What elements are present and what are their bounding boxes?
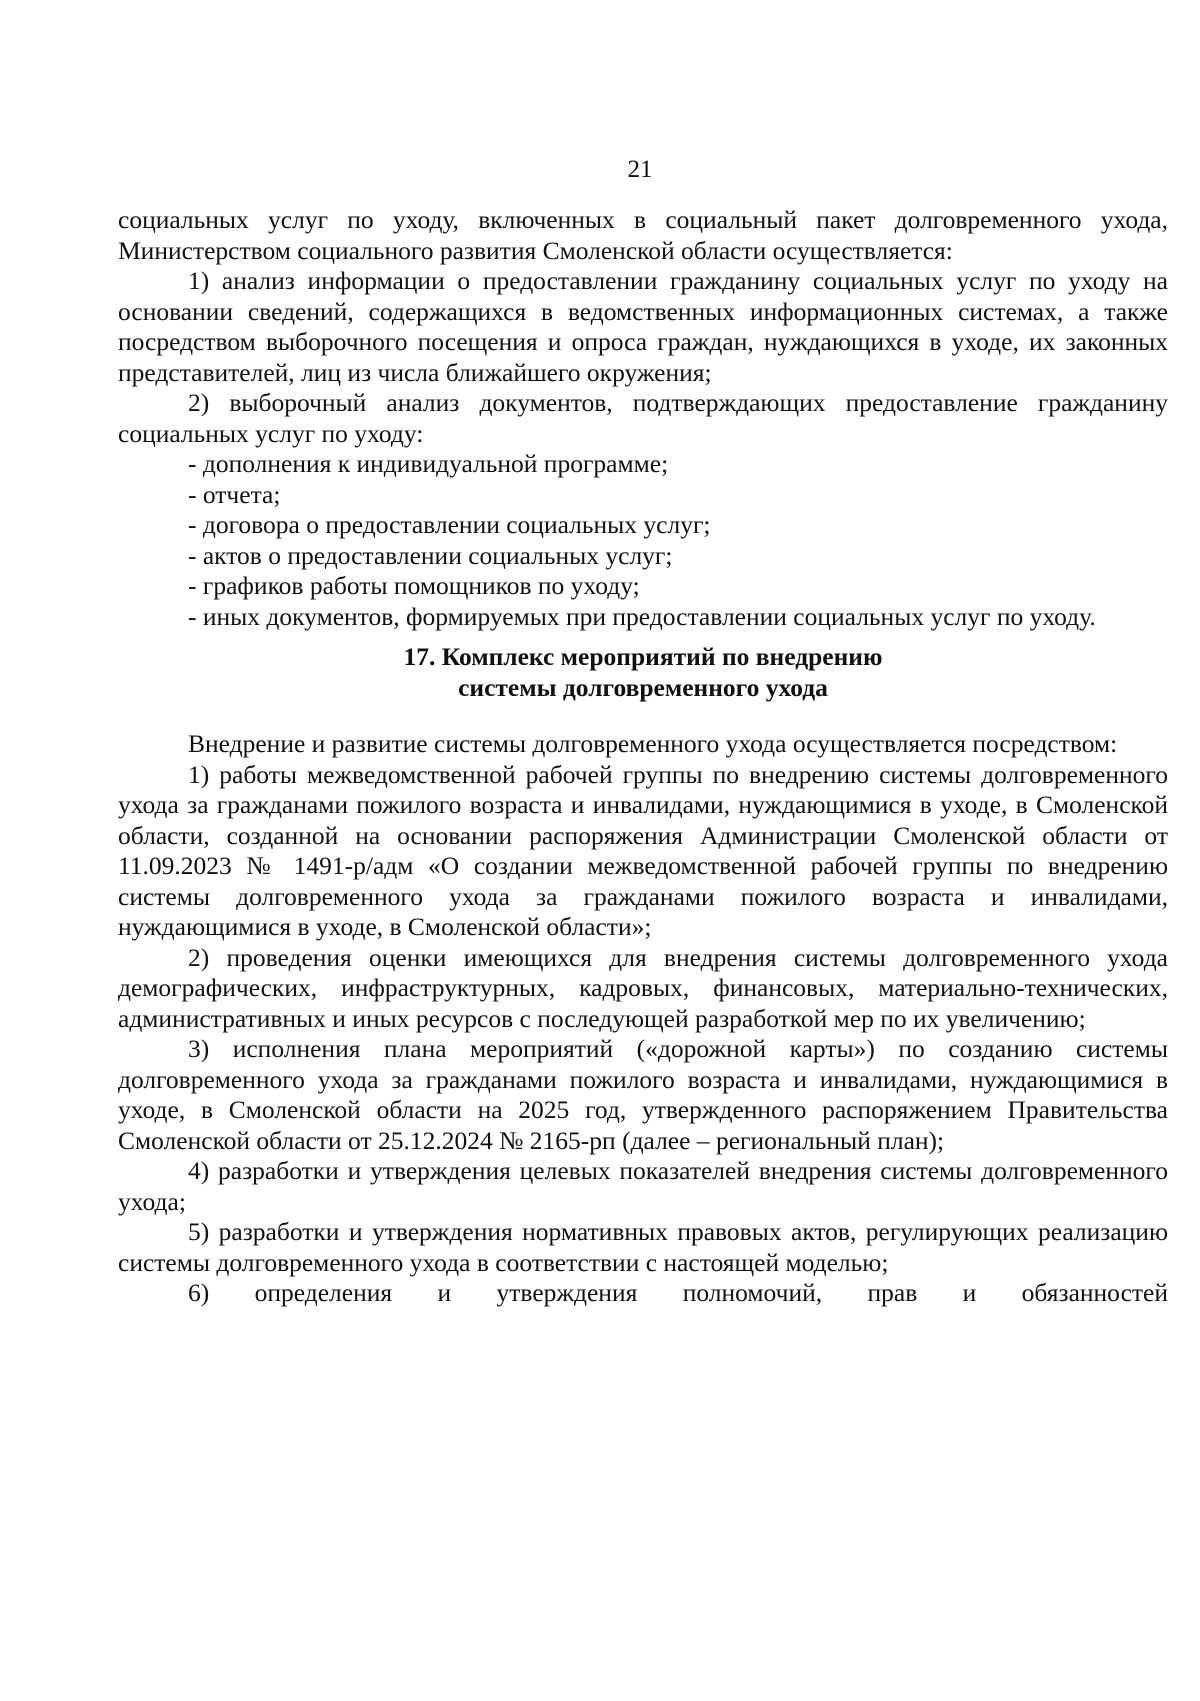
spacer <box>118 703 1168 729</box>
section-heading-line: 17. Комплекс мероприятий по внедрению <box>403 642 883 671</box>
list-item: - отчета; <box>188 479 281 509</box>
list-item: - договора о предоставлении социальных услуг; <box>188 510 711 539</box>
list-item: 4) разработки и утверждения целевых показателей внедрения системы долговременного ухода; <box>118 1156 1168 1216</box>
list-item: 6) определения и утверждения полномочий, прав и обязанностей <box>188 1278 1168 1307</box>
list-item: 5) разработки и утверждения нормативных правовых актов, регулирующих реализацию системы долговременного ухода в соответствии с настоящей моделью; <box>118 1217 1168 1277</box>
list-item: 2) проведения оценки имеющихся для внедрения системы долговременного ухода демографических, инфраструктурных, кадровых, финансовых, материально-технических, административных и иных ресурсов с последующей разработкой мер по их увеличению; <box>118 942 1168 1033</box>
paragraph: Внедрение и развитие системы долговременного ухода осуществляется посредством: <box>188 729 1118 758</box>
list-item: 1) работы межведомственной рабочей группы по внедрению системы долговременного ухода за гражданами пожилого возраста и инвалидами, нуждающимися в уходе, в Смоленской области, созданной на основании распоряжения Администрации Смоленской области от 11.09.2023 № 1491-р/адм «О создании межведомственной рабочей группы по внедрению системы долговременного ухода за гражданами пожилого возраста и инвалидами, нуждающимися в уходе, в Смоленской области»; <box>118 759 1168 941</box>
list-item: - графиков работы помощников по уходу; <box>188 571 640 600</box>
list-item: - актов о предоставлении социальных услуг; <box>188 540 673 570</box>
list-item: 2) выборочный анализ документов, подтверждающих предоставление гражданину социальных услуг по уходу: <box>118 388 1168 448</box>
page-number: 21 <box>627 156 653 183</box>
list-item: 3) исполнения плана мероприятий («дорожной карты») по созданию системы долговременного ухода за гражданами пожилого возраста и инвалидами, нуждающимися в уходе, в Смоленской области на 2025 год, утвержденного распоряжением Правительства Смоленской области от 25.12.2024 № 2165-рп (далее – региональный план); <box>118 1034 1168 1155</box>
section-heading <box>118 642 1168 703</box>
list-item: - иных документов, формируемых при предоставлении социальных услуг по уходу. <box>188 601 1096 631</box>
paragraph: социальных услуг по уходу, включенных в социальный пакет долговременного ухода, Министерством социального развития Смоленской области осуществляется: <box>118 205 1168 265</box>
list-item: 1) анализ информации о предоставлении гражданину социальных услуг по уходу на основании сведений, содержащихся в ведомственных информационных системах, а также посредством выборочного посещения и опроса граждан, нуждающихся в уходе, их законных представителей, лиц из числа ближайшего окружения; <box>118 266 1168 387</box>
list-item: - дополнения к индивидуальной программе; <box>188 449 669 478</box>
document-body <box>118 205 1168 1309</box>
section-heading-line: системы долговременного ухода <box>458 672 828 702</box>
